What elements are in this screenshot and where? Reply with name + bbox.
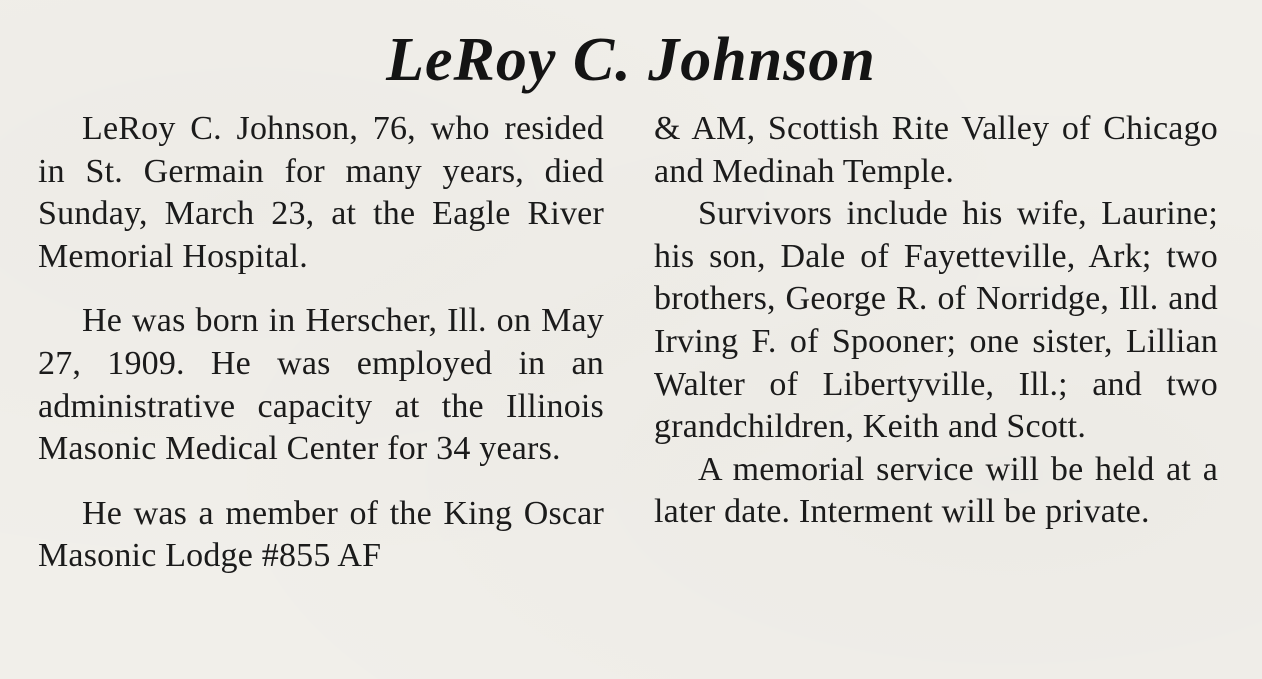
obituary-headline: LeRoy C. Johnson <box>386 26 876 94</box>
paragraph-membership-continued: & AM, Scottish Rite Valley of Chicago and Medinah Temple. <box>654 110 1218 190</box>
paragraph-survivors: Survivors include his wife, Laurine; his son, Dale of Fayetteville, Ark; two brothers, George R. of Norridge, Ill. and Irving F. of Spooner; one sister, Lillian Walter of Libertyville, Ill.; and two grandchildren, Keith and Scott. <box>654 195 1218 446</box>
right-column <box>654 108 1218 534</box>
paragraph-membership-start: He was a member of the King Oscar Masonic Lodge #855 AF <box>38 494 604 575</box>
paragraph-memorial-service: A memorial service will be held at a later date. Interment will be private. <box>654 450 1218 531</box>
paragraph-birth-employment: He was born in Herscher, Ill. on May 27, 1909. He was employed in an administrative capacity at the Illinois Masonic Medical Center for 34 years. <box>38 302 604 468</box>
paragraph-death-notice: LeRoy C. Johnson, 76, who resided in St. Germain for many years, died Sunday, March 23, at the Eagle River Memorial Hospital. <box>38 110 604 275</box>
left-column <box>38 108 604 578</box>
